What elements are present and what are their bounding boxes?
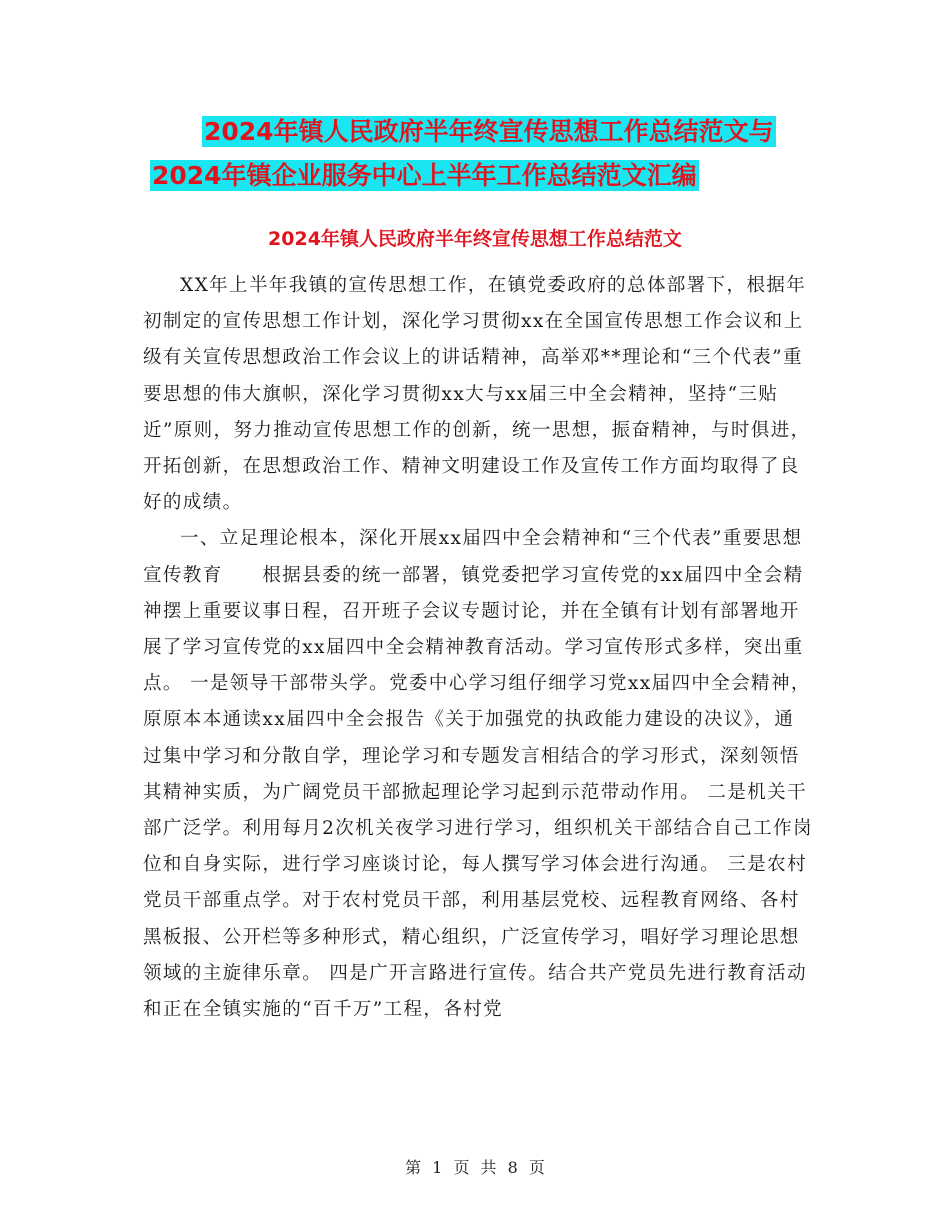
title-line-1: 2024年镇人民政府半年终宣传思想工作总结范文与 — [204, 117, 774, 146]
section-title: 2024年镇人民政府半年终宣传思想工作总结范文 — [268, 228, 682, 250]
title-line-2: 2024年镇企业服务中心上半年工作总结范文汇编 — [152, 161, 697, 190]
document-title — [150, 110, 850, 198]
paragraph-intro: XX年上半年我镇的宣传思想工作，在镇党委政府的总体部署下，根据年初制定的宣传思想工作计划，深化学习贯彻xx在全国宣传思想工作会议和上级有关宣传思想政治工作会议上的讲话精神，高举邓**理论和“三个代表”重要思想的伟大旗帜，深化学习贯彻xx大与xx届三中全会精神，坚持“三贴近”原则，努力推动宣传思想工作的创新，统一思想，振奋精神，与时俱进，开拓创新，在思想政治工作、精神文明建设工作及宣传工作方面均取得了良好的成绩。 — [143, 275, 811, 514]
page-footer: 第 1 页 共 8 页 — [405, 1158, 545, 1177]
document-body — [143, 268, 813, 1028]
paragraph-section-1: 一、立足理论根本，深化开展xx届四中全会精神和“三个代表”重要思想宣传教育 根据县委的统一部署，镇党委把学习宣传党的xx届四中全会精神摆上重要议事日程，召开班子会议专题讨论，并在全镇有计划有部署地开展了学习宣传党的xx届四中全会精神教育活动。学习宣传形式多样，突出重点。 一是领导干部带头学。党委中心学习组仔细学习党xx届四中全会精神，原原本本通读xx届四中全会报告《关于加强党的执政能力建设的决议》，通过集中学习和分散自学，理论学习和专题发言相结合的学习形式，深刻领悟其精神实质，为广阔党员干部掀起理论学习起到示范带动作用。 二是机关干部广泛学。利用每月2次机关夜学习进行学习，组织机关干部结合自己工作岗位和自身实际，进行学习座谈讨论，每人撰写学习体会进行沟通。 三是农村党员干部重点学。对于农村党员干部，利用基层党校、远程教育网络、各村黑板报、公开栏等多种形式，精心组织，广泛宣传学习，唱好学习理论思想领域的主旋律乐章。 四是广开言路进行宣传。结合共产党员先进行教育活动和正在全镇实施的“百千万”工程，各村党 — [143, 528, 813, 1021]
